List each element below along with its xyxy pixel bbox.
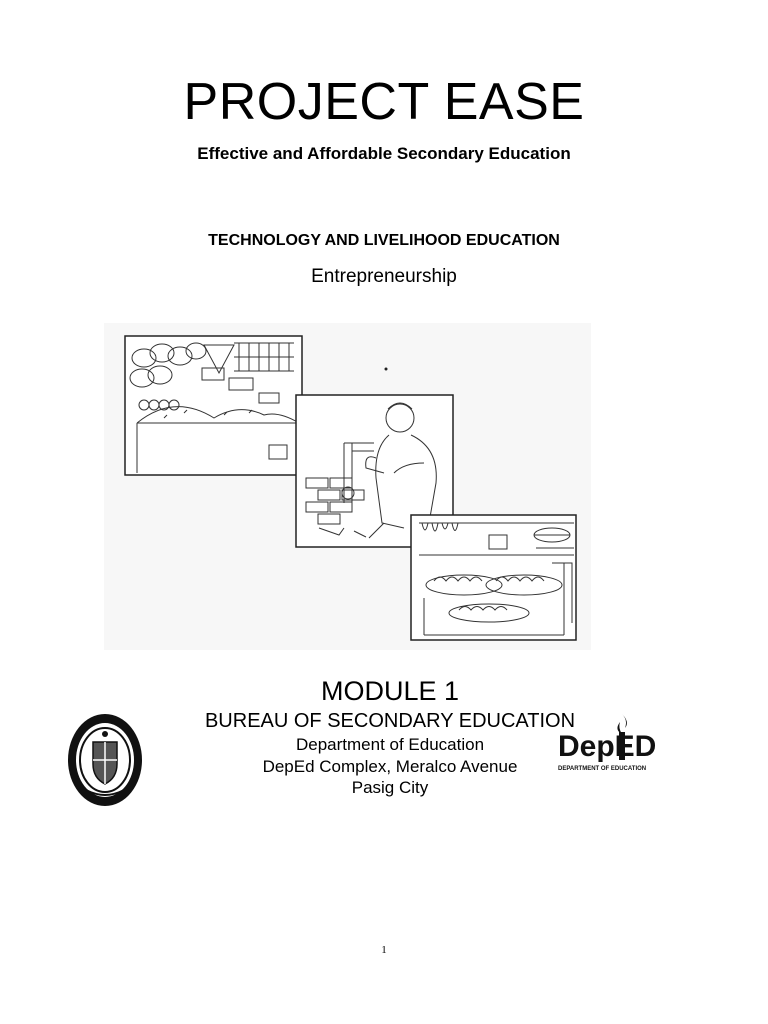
module-number: MODULE 1 [320, 676, 460, 706]
document-title: PROJECT EASE [183, 73, 585, 131]
market-stall-panel [125, 336, 302, 475]
department-address: DepEd Complex, Meralco Avenue [262, 757, 518, 776]
department-name: Department of Education [295, 735, 485, 754]
bureau-name: BUREAU OF SECONDARY EDUCATION [204, 710, 576, 732]
department-city: Pasig City [351, 778, 429, 797]
document-subtitle: Effective and Affordable Secondary Education [197, 144, 571, 163]
food-stall-panel [411, 515, 576, 640]
subject-heading: TECHNOLOGY AND LIVELIHOOD EDUCATION [208, 232, 560, 249]
deped-logo [556, 712, 668, 776]
topic-heading: Entrepreneurship [311, 266, 457, 287]
bureau-seal-logo [66, 712, 144, 808]
page-number: 1 [381, 944, 387, 956]
deped-caption: DEPARTMENT OF EDUCATION [558, 766, 647, 772]
deped-wordmark: DepED [558, 730, 657, 763]
cover-illustration [104, 323, 591, 650]
